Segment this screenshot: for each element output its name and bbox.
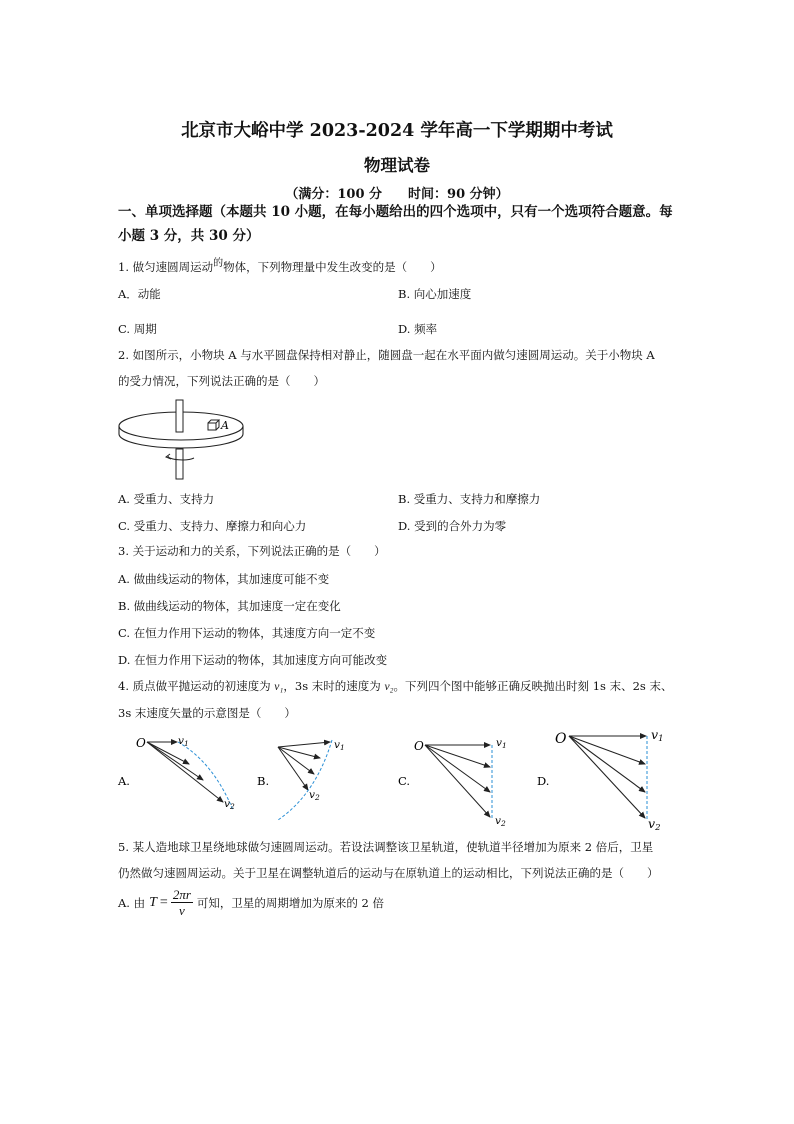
svg-text:v2: v2 bbox=[224, 798, 235, 811]
q4-stem: 4. 质点做平抛运动的初速度为 v₁，3s 末时的速度为 v₂。下列四个图中能够正确反映抛出时刻 1s 末、2s 末、 3s 末速度矢量的示意图是（ ） bbox=[118, 679, 673, 720]
exam-subtitle: 物理试卷 bbox=[364, 156, 430, 175]
q1-stem: 1. 做匀速圆周运动$^的$物体，下列物理量中发生改变的是（ ） bbox=[118, 258, 442, 274]
q2-option-c: C. 受重力、支持力、摩擦力和向心力 bbox=[118, 519, 307, 533]
figure-a-label: A. bbox=[118, 774, 130, 788]
q4-figures bbox=[110, 722, 700, 840]
exam-info: （满分：100 分 时间：90 分钟） bbox=[285, 187, 509, 202]
q3-stem: 3. 关于运动和力的关系，下列说法正确的是（ ） bbox=[118, 544, 386, 558]
q5-option-a: A. 由 T = $\frac{2\pi r}{v}$ 可知，卫星的周期增加为原来的 2 倍 bbox=[118, 887, 385, 918]
q3-option-d: D. 在恒力作用下运动的物体，其加速度方向可能改变 bbox=[118, 653, 388, 667]
figure-a bbox=[136, 735, 235, 811]
q2-option-a: A. 受重力、支持力 bbox=[118, 492, 215, 506]
q5-stem: 5. 某人造地球卫星绕地球做匀速圆周运动。若设法调整该卫星轨道，使轨道半径增加为原来 2 倍后，卫星 仍然做匀速圆周运动。关于卫星在调整轨道后的运动与在原轨道上的运动相比，下列说法正确的是（ ） bbox=[118, 840, 659, 880]
figure-b bbox=[278, 739, 345, 820]
svg-text:v2: v2 bbox=[648, 816, 661, 833]
section-heading bbox=[118, 200, 684, 248]
q3-option-c: C. 在恒力作用下运动的物体，其速度方向一定不变 bbox=[118, 626, 376, 640]
q2-option-b: B. 受重力、支持力和摩擦力 bbox=[398, 492, 541, 506]
q1-option-b: B. 向心加速度 bbox=[398, 287, 472, 301]
formula-eq: = bbox=[159, 894, 168, 910]
formula-numerator: 2πr bbox=[172, 887, 191, 902]
q1-option-a: A．动能 bbox=[118, 287, 161, 301]
svg-text:v1: v1 bbox=[334, 739, 345, 752]
svg-text:v2: v2 bbox=[495, 815, 506, 828]
svg-text:v1: v1 bbox=[178, 735, 189, 748]
svg-text:O: O bbox=[136, 736, 146, 750]
svg-text:v1: v1 bbox=[651, 727, 664, 744]
q2-option-d: D. 受到的合外力为零 bbox=[398, 519, 507, 533]
figure-d-label: D. bbox=[537, 774, 550, 788]
svg-text:O: O bbox=[555, 731, 567, 747]
q1-option-d: D. 频率 bbox=[398, 322, 438, 336]
section-heading-line1: 一、单项选择题（本题共 10 小题，在每小题给出的四个选项中，只有一个选项符合题意。每 bbox=[118, 204, 673, 220]
q2-stem: 2. 如图所示，小物块 A 与水平圆盘保持相对静止，随圆盘一起在水平面内做匀速圆周运动。关于小物块 A 的受力情况，下列说法正确的是（ ） bbox=[118, 348, 655, 388]
figure-b-label: B. bbox=[257, 774, 270, 788]
q3-option-b: B. 做曲线运动的物体，其加速度一定在变化 bbox=[118, 599, 341, 613]
figure-c bbox=[414, 737, 507, 828]
svg-text:O: O bbox=[414, 739, 424, 753]
figure-c-label: C. bbox=[398, 774, 411, 788]
q3-option-a: A. 做曲线运动的物体，其加速度可能不变 bbox=[118, 572, 330, 586]
formula-lhs: T bbox=[149, 894, 157, 910]
formula-fraction bbox=[171, 887, 193, 918]
formula-denominator: v bbox=[178, 903, 185, 918]
figure-d bbox=[555, 727, 663, 833]
svg-text:v2: v2 bbox=[309, 789, 320, 802]
exam-title: 北京市大峪中学 2023-2024 学年高一下学期期中考试 bbox=[181, 121, 613, 141]
section-heading-line2: 小题 3 分，共 30 分） bbox=[118, 228, 260, 244]
rotating-disc-figure bbox=[112, 398, 252, 482]
svg-text:v1: v1 bbox=[496, 737, 507, 750]
q1-option-c: C. 周期 bbox=[118, 322, 157, 336]
block-a-label: A bbox=[221, 419, 229, 432]
